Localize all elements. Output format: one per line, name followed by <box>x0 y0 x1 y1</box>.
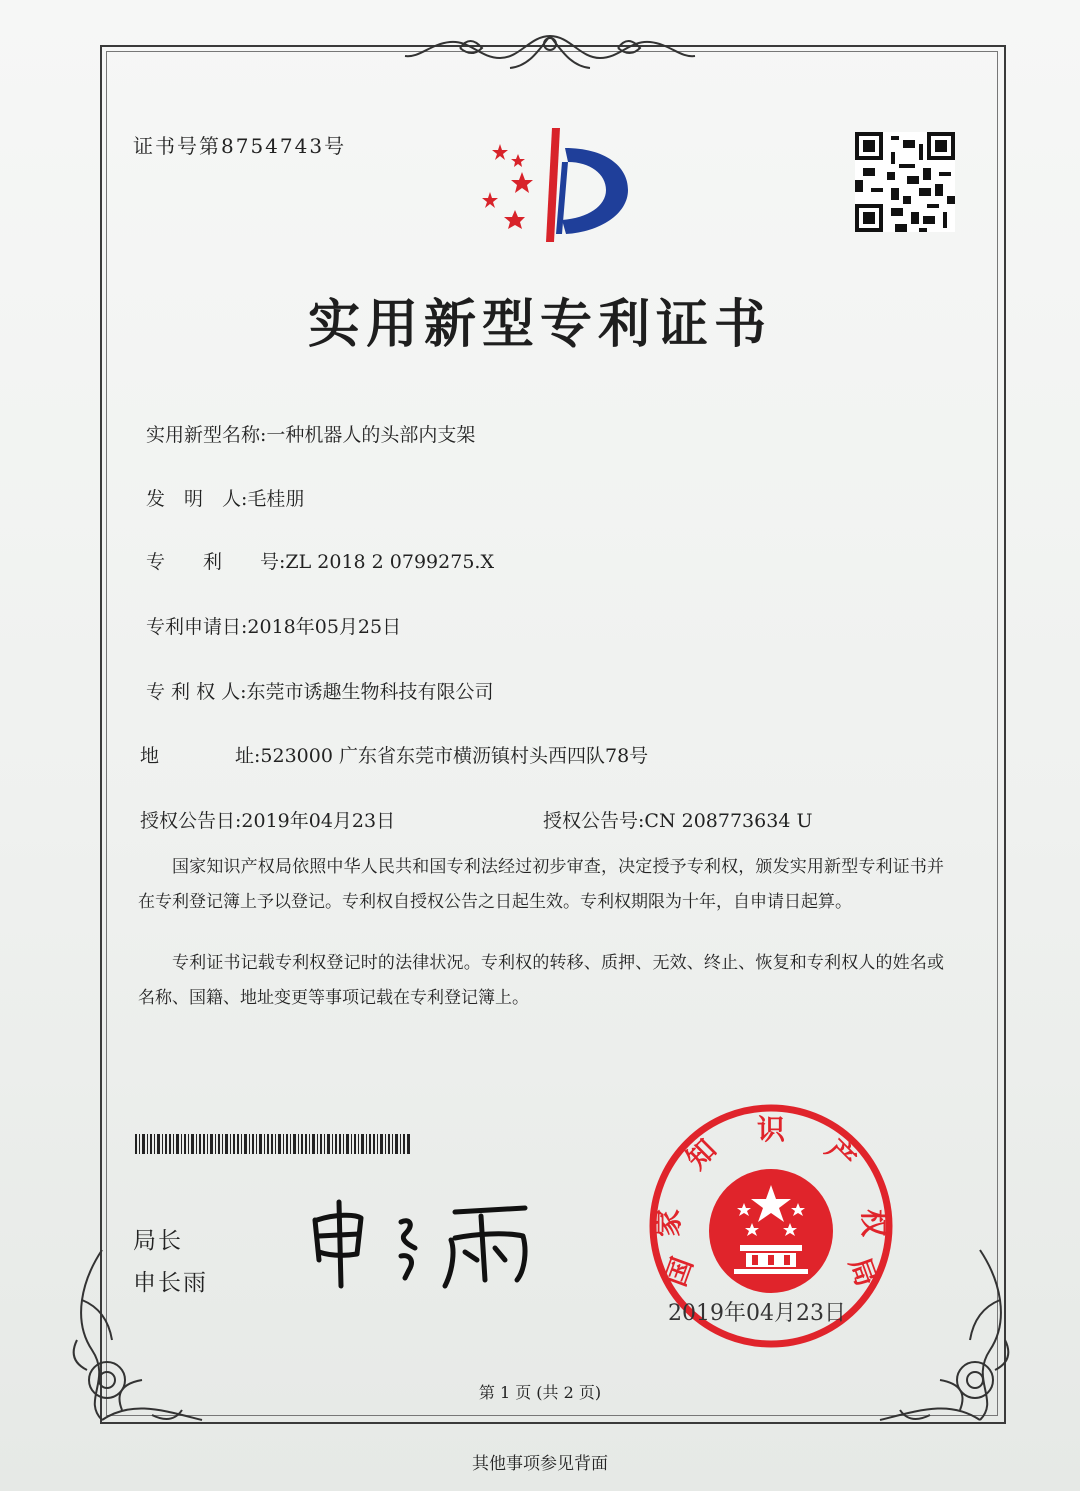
svg-text:家: 家 <box>652 1208 685 1238</box>
patent-number-row <box>146 547 494 574</box>
grant-number-row <box>543 806 812 833</box>
inventor-label: 发 明 人: <box>146 488 248 510</box>
body-paragraph-2: 专利证书记载专利权登记时的法律状况。专利权的转移、质押、无效、终止、恢复和专利权人的姓名或名称、国籍、地址变更等事项记载在专利登记簿上。 <box>138 953 944 1008</box>
utility-model-name-label: 实用新型名称: <box>146 424 267 446</box>
patent-office-logo <box>470 122 640 252</box>
application-date-value: 2018年05月25日 <box>247 616 402 638</box>
body-paragraph-1: 国家知识产权局依照中华人民共和国专利法经过初步审查，决定授予专利权，颁发实用新型专利证书并在专利登记簿上予以登记。专利权自授权公告之日起生效。专利权期限为十年，自申请日起算。 <box>138 857 944 912</box>
seal-date: 2019年04月23日 <box>668 1301 846 1326</box>
inventor-value: 毛桂朋 <box>247 488 305 510</box>
utility-model-name-value: 一种机器人的头部内支架 <box>266 424 476 446</box>
svg-text:权: 权 <box>857 1208 890 1238</box>
director-signature <box>305 1190 545 1290</box>
certificate-title: 实用新型专利证书 <box>307 294 772 355</box>
svg-text:产: 产 <box>819 1132 863 1176</box>
grant-date-value: 2019年04月23日 <box>241 810 396 832</box>
director-title: 局长 <box>133 1228 183 1254</box>
director-name: 申长雨 <box>133 1270 208 1296</box>
grant-date-label: 授权公告日: <box>140 810 242 832</box>
footer-note: 其他事项参见背面 <box>472 1454 608 1474</box>
top-ornament <box>400 28 700 74</box>
address-row <box>140 741 648 768</box>
page-number: 第 1 页 (共 2 页) <box>478 1383 602 1402</box>
svg-text:局: 局 <box>842 1252 884 1291</box>
certificate-number: 证书号第8754743号 <box>133 134 347 158</box>
patentee-label: 专 利 权 人: <box>146 681 247 703</box>
application-date-label: 专利申请日: <box>146 616 248 638</box>
inventor-row <box>146 484 304 511</box>
application-date-row <box>146 612 401 639</box>
patent-number-value: ZL 2018 2 0799275.X <box>285 551 494 573</box>
patent-number-label: 专 利 号: <box>146 551 286 573</box>
grant-date-row <box>140 806 395 833</box>
address-label: 地 址: <box>140 745 261 767</box>
patentee-value: 东莞市诱趣生物科技有限公司 <box>246 681 494 703</box>
address-value: 523000 广东省东莞市横沥镇村头西四队78号 <box>260 745 649 767</box>
svg-text:识: 识 <box>756 1113 786 1146</box>
svg-text:知: 知 <box>679 1132 723 1176</box>
utility-model-name-row <box>146 420 475 447</box>
barcode <box>135 1134 410 1154</box>
grant-number-label: 授权公告号: <box>543 810 645 832</box>
svg-text:国: 国 <box>658 1252 700 1291</box>
qr-code <box>855 132 955 232</box>
patentee-row <box>146 677 494 704</box>
grant-number-value: CN 208773634 U <box>644 810 813 832</box>
